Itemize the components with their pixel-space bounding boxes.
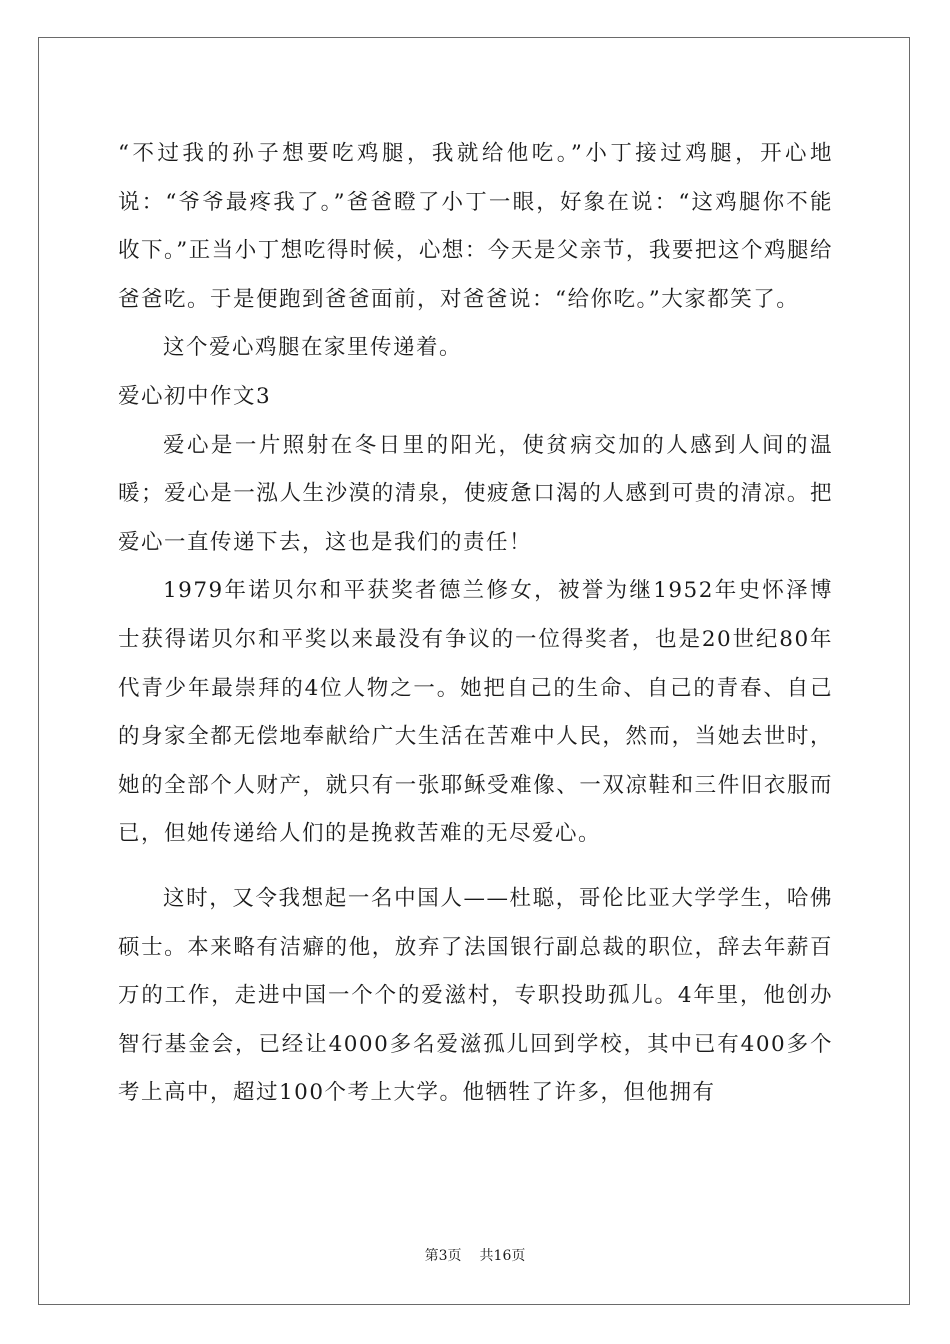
page-number: 第3页	[424, 1248, 462, 1264]
document-body	[118, 130, 833, 1118]
paragraph-1: “不过我的孙子想要吃鸡腿，我就给他吃。”小丁接过鸡腿，开心地说：“爷爷最疼我了。”爸爸瞪了小丁一眼，好象在说：“这鸡腿你不能收下。”正当小丁想吃得时候，心想：今天是父亲节，我要把这个鸡腿给爸爸吃。于是便跑到爸爸面前，对爸爸说：“给你吃。”大家都笑了。	[118, 141, 833, 312]
section-heading: 爱心初中作文3	[118, 383, 272, 409]
paragraph-4: 1979年诺贝尔和平获奖者德兰修女，被誉为继1952年史怀泽博士获得诺贝尔和平奖以来最没有争议的一位得奖者，也是20世纪80年代青少年最崇拜的4位人物之一。她把自己的生命、自己的青春、自己的身家全都无偿地奉献给广大生活在苦难中人民，然而，当她去世时，她的全部个人财产，就只有一张耶稣受难像、一双凉鞋和三件旧衣服而已，但她传递给人们的是挽救苦难的无尽爱心。	[118, 578, 833, 847]
paragraph-3: 爱心是一片照射在冬日里的阳光，使贫病交加的人感到人间的温暖；爱心是一泓人生沙漠的清泉，使疲惫口渴的人感到可贵的清凉。把爱心一直传递下去，这也是我们的责任！	[118, 432, 833, 555]
page-total: 共16页	[479, 1248, 526, 1264]
paragraph-5: 这时，又令我想起一名中国人——杜聪，哥伦比亚大学学生，哈佛硕士。本来略有洁癖的他，放弃了法国银行副总裁的职位，辞去年薪百万的工作，走进中国一个个的爱滋村，专职投助孤儿。4年里，他创办智行基金会，已经让4000多名爱滋孤儿回到学校，其中已有400多个考上高中，超过100个考上大学。他牺牲了许多，但他拥有	[118, 885, 833, 1106]
paragraph-2: 这个爱心鸡腿在家里传递着。	[163, 335, 463, 361]
page-footer	[0, 1245, 950, 1265]
